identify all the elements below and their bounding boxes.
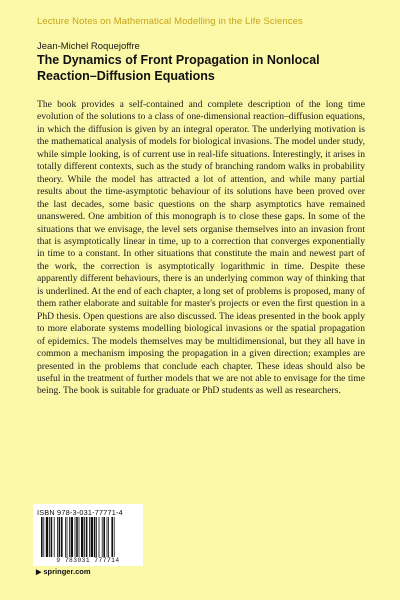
title-line-1: The Dynamics of Front Propagation in Nonlocal (37, 53, 320, 67)
publisher-label: springer.com (43, 567, 91, 576)
publisher-link[interactable] (36, 567, 91, 576)
author-name: Jean-Michel Roquejoffre (37, 41, 140, 52)
arrow-right-icon: ▶ (36, 569, 42, 576)
book-title (37, 53, 357, 84)
barcode-box (33, 504, 143, 566)
title-line-2: Reaction–Diffusion Equations (37, 68, 215, 83)
barcode-graphic (41, 517, 135, 557)
isbn-label: ISBN 978-3-031-77771-4 (37, 508, 123, 517)
book-description: The book provides a self-contained and complete description of the long time evolution of the solutions to a class of one-dimensional reaction–diffusion equations, in which the diffusion is given by an integral operator. The underlying motivation is the mathematical analysis of models for biological invasions. The model under study, while simple looking, is of current use in real-life situations. Interestingly, it arises in totally different contexts, such as the study of branching random walks in probability theory. While the model has attracted a lot of attention, and while many partial results about the time-asymptotic behaviour of its solutions have been proved over the last decades, some basic questions on the sharp asymptotics have remained unanswered. One ambition of this monograph is to close these gaps. In some of the situations that we envisage, the level sets organise themselves into an invasion front that is asymptotically linear in time, up to a correction that converges exponentially in time to a constant. In other situations that constitute the main and newest part of the work, the correction is asymptotically logarithmic in time. Despite these apparently different behaviours, there is an underlying common way of thinking that is underlined. At the end of each chapter, a long set of problems is proposed, many of them rather elaborate and suitable for master's projects or even the first question in a PhD thesis. Open questions are also discussed. The ideas presented in the book apply to more elaborate systems modelling biological invasions or the spatial propagation of epidemics. The models themselves may be multidimensional, but they all have in common a mechanism imposing the propagation in a given direction; examples are presented in the problems that conclude each chapter. These ideas should also be useful in the treatment of further models that we are not able to envisage for the time being. The book is suitable for graduate or PhD students as well as researchers. (37, 99, 365, 397)
barcode-number: 9 783031 777714 (56, 557, 120, 564)
series-name: Lecture Notes on Mathematical Modelling in the Life Sciences (37, 16, 303, 27)
